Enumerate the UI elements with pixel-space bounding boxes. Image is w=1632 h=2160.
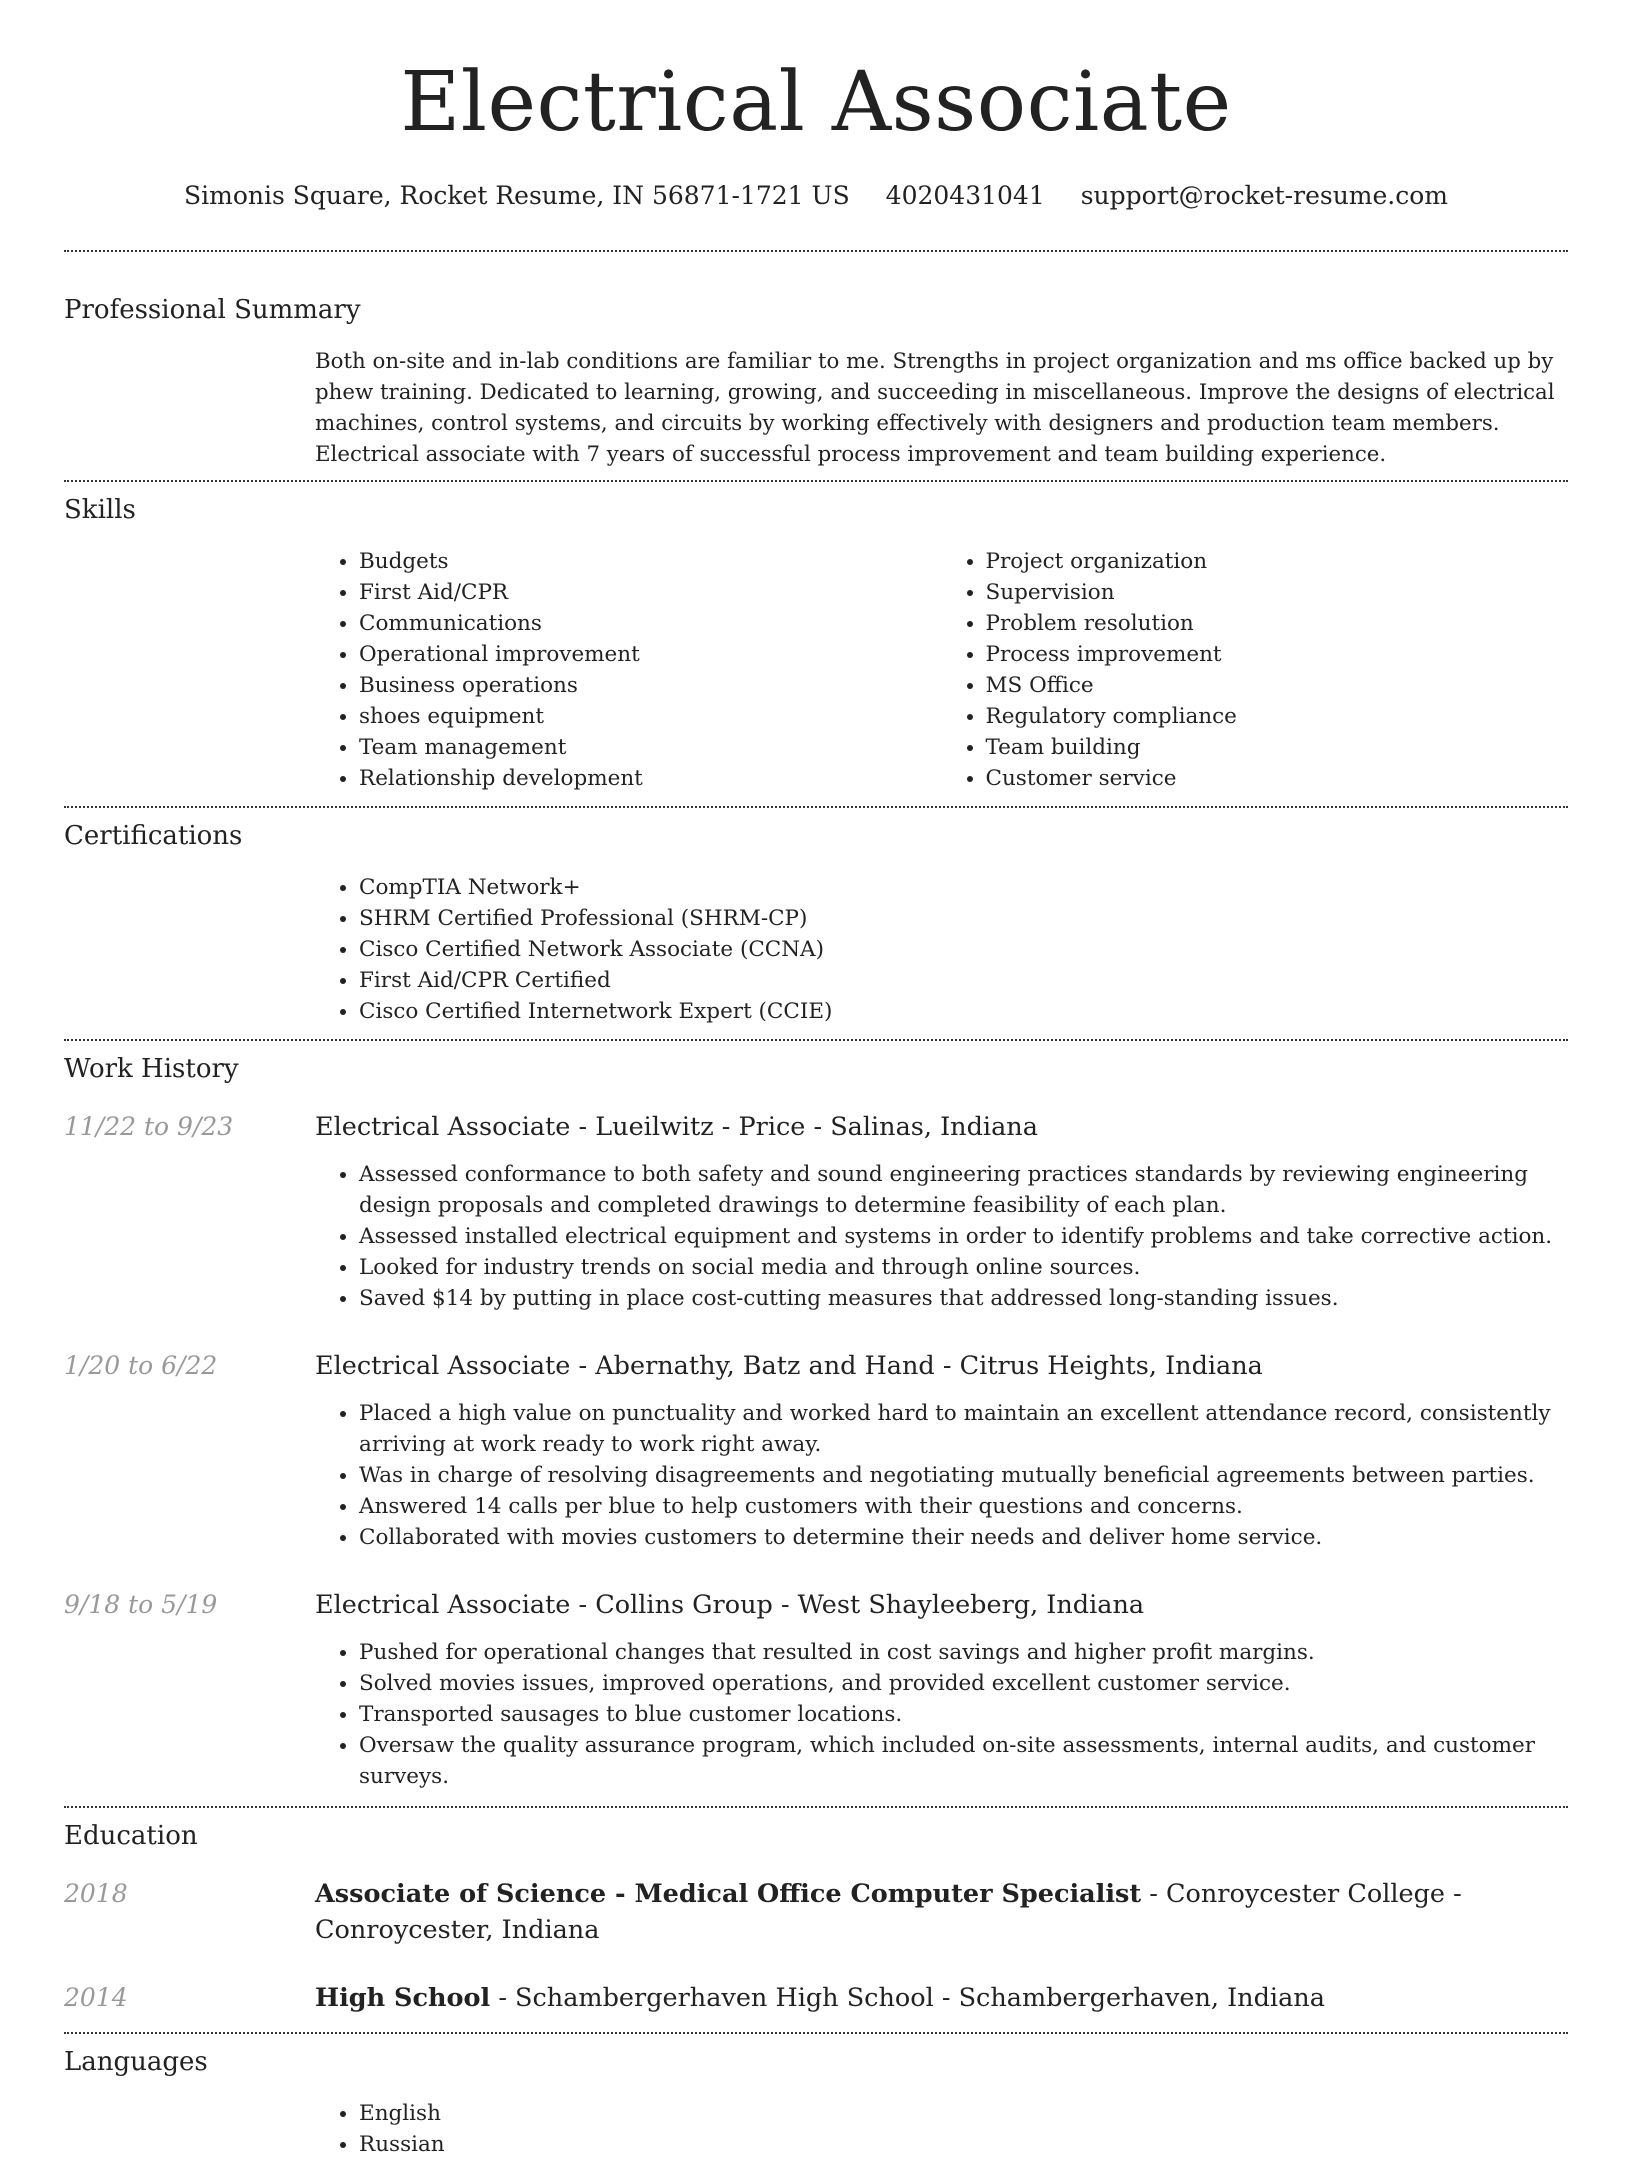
job-bullets <box>315 1398 1568 1553</box>
skill-item: • Project organization <box>986 546 1569 577</box>
job-bullet: • Assessed conformance to both safety and sound engineering practices standards by reviewing engineering design proposals and completed drawings to determine feasibility of each plan. <box>359 1159 1568 1221</box>
job-header <box>64 1109 1568 1145</box>
certification-item: • SHRM Certified Professional (SHRM-CP) <box>359 903 1568 934</box>
certifications-list <box>315 872 1568 1027</box>
job-entry <box>64 1109 1568 1314</box>
education-entry <box>64 1876 1568 1948</box>
education-entry <box>64 1980 1568 2016</box>
job-dates: 1/20 to 6/22 <box>64 1351 218 1380</box>
job-dates: 9/18 to 5/19 <box>64 1590 218 1619</box>
section-title: Certifications <box>64 821 243 851</box>
language-item: • Russian <box>359 2129 1568 2160</box>
certification-item: • Cisco Certified Network Associate (CCNA) <box>359 934 1568 965</box>
job-bullet: • Solved movies issues, improved operations, and provided excellent customer service. <box>359 1668 1568 1699</box>
skill-item: • Budgets <box>359 546 942 577</box>
section-title: Work History <box>64 1054 239 1084</box>
education-degree: High School <box>315 1983 491 2013</box>
summary-text: Both on-site and in-lab conditions are familiar to me. Strengths in project organization and ms office backed up by phew training. Dedicated to learning, growing, and succeeding in miscellaneous. Improve the designs of electrical machines, control systems, and circuits by working effectively with designers and production team members. Electrical associate with 7 years of successful process improvement and team building experience. <box>315 349 1555 467</box>
contact-phone: 4020431041 <box>885 181 1045 210</box>
job-bullet: • Answered 14 calls per blue to help customers with their questions and concerns. <box>359 1491 1568 1522</box>
job-header <box>64 1587 1568 1623</box>
contact-email: support@rocket-resume.com <box>1080 181 1448 210</box>
skill-item: • MS Office <box>986 670 1569 701</box>
job-role: Electrical Associate <box>315 1590 571 1620</box>
resume-page <box>64 0 1568 2160</box>
education-degree: Associate of Science - Medical Office Computer Specialist <box>315 1879 1142 1909</box>
job-bullet: • Was in charge of resolving disagreements and negotiating mutually beneficial agreements between parties. <box>359 1460 1568 1491</box>
job-bullet: • Pushed for operational changes that resulted in cost savings and higher profit margins. <box>359 1637 1568 1668</box>
skills-list-left <box>315 546 942 794</box>
skills-columns <box>315 546 1568 794</box>
work-section <box>64 1041 1568 1792</box>
skills-list-right <box>942 546 1569 794</box>
skill-item: • Relationship development <box>359 763 942 794</box>
section-title: Skills <box>64 495 136 525</box>
section-title: Professional Summary <box>64 295 361 325</box>
education-section <box>64 1808 1568 2016</box>
job-bullet: • Oversaw the quality assurance program, which included on-site assessments, internal audits, and customer surveys. <box>359 1730 1568 1792</box>
language-item: • English <box>359 2098 1568 2129</box>
education-school: - Conroycester College - Conroycester, Indiana <box>315 1879 1470 1945</box>
job-bullet: • Assessed installed electrical equipment and systems in order to identify problems and take corrective action. <box>359 1221 1568 1252</box>
skill-item: • Supervision <box>986 577 1569 608</box>
job-bullet: • Placed a high value on punctuality and worked hard to maintain an excellent attendance record, consistently arriving at work ready to work right away. <box>359 1398 1568 1460</box>
contact-line <box>64 178 1568 214</box>
job-header <box>64 1348 1568 1384</box>
job-company: Lueilwitz - Price - Salinas, Indiana <box>595 1112 1038 1142</box>
skill-item: • Team management <box>359 732 942 763</box>
languages-list <box>315 2098 1568 2160</box>
education-school: - Schambergerhaven High School - Schambergerhaven, Indiana <box>490 1983 1325 2013</box>
skill-item: • Process improvement <box>986 639 1569 670</box>
job-role: Electrical Associate <box>315 1351 571 1381</box>
job-bullet: • Looked for industry trends on social media and through online sources. <box>359 1252 1568 1283</box>
job-title-line <box>315 1348 1263 1384</box>
skill-item: • shoes equipment <box>359 701 942 732</box>
education-year: 2014 <box>64 1983 128 2012</box>
job-title-line <box>315 1109 1038 1145</box>
skill-item: • Operational improvement <box>359 639 942 670</box>
job-bullets <box>315 1637 1568 1792</box>
skill-item: • First Aid/CPR <box>359 577 942 608</box>
skill-item: • Team building <box>986 732 1569 763</box>
job-dates: 11/22 to 9/23 <box>64 1112 234 1141</box>
job-separator: - <box>570 1112 596 1142</box>
job-bullet: • Saved $14 by putting in place cost-cutting measures that addressed long-standing issues. <box>359 1283 1568 1314</box>
job-company: Abernathy, Batz and Hand - Citrus Heights, Indiana <box>595 1351 1263 1381</box>
job-list <box>64 1109 1568 1792</box>
certification-item: • First Aid/CPR Certified <box>359 965 1568 996</box>
education-year: 2018 <box>64 1879 128 1908</box>
certification-item: • Cisco Certified Internetwork Expert (CCIE) <box>359 996 1568 1027</box>
skills-section <box>64 482 1568 794</box>
education-title-line <box>315 1980 1325 2016</box>
job-bullet: • Transported sausages to blue customer locations. <box>359 1699 1568 1730</box>
job-title-line <box>315 1587 1144 1623</box>
job-separator: - <box>570 1351 596 1381</box>
job-separator: - <box>570 1590 596 1620</box>
job-role: Electrical Associate <box>315 1112 571 1142</box>
languages-section <box>64 2034 1568 2160</box>
education-list <box>64 1876 1568 2016</box>
job-entry <box>64 1348 1568 1553</box>
education-title-line <box>315 1876 1568 1948</box>
job-bullet: • Collaborated with movies customers to determine their needs and deliver home service. <box>359 1522 1568 1553</box>
job-bullets <box>315 1159 1568 1314</box>
contact-address: Simonis Square, Rocket Resume, IN 56871-1721 US <box>183 181 850 210</box>
skill-item: • Regulatory compliance <box>986 701 1569 732</box>
skill-item: • Business operations <box>359 670 942 701</box>
section-title: Languages <box>64 2047 208 2077</box>
summary-section <box>64 252 1568 470</box>
resume-name: Electrical Associate <box>400 55 1232 150</box>
job-company: Collins Group - West Shayleeberg, Indiana <box>595 1590 1145 1620</box>
skill-item: • Problem resolution <box>986 608 1569 639</box>
skill-item: • Customer service <box>986 763 1569 794</box>
section-title: Education <box>64 1821 198 1851</box>
job-entry <box>64 1587 1568 1792</box>
skill-item: • Communications <box>359 608 942 639</box>
certifications-section <box>64 808 1568 1027</box>
certification-item: • CompTIA Network+ <box>359 872 1568 903</box>
